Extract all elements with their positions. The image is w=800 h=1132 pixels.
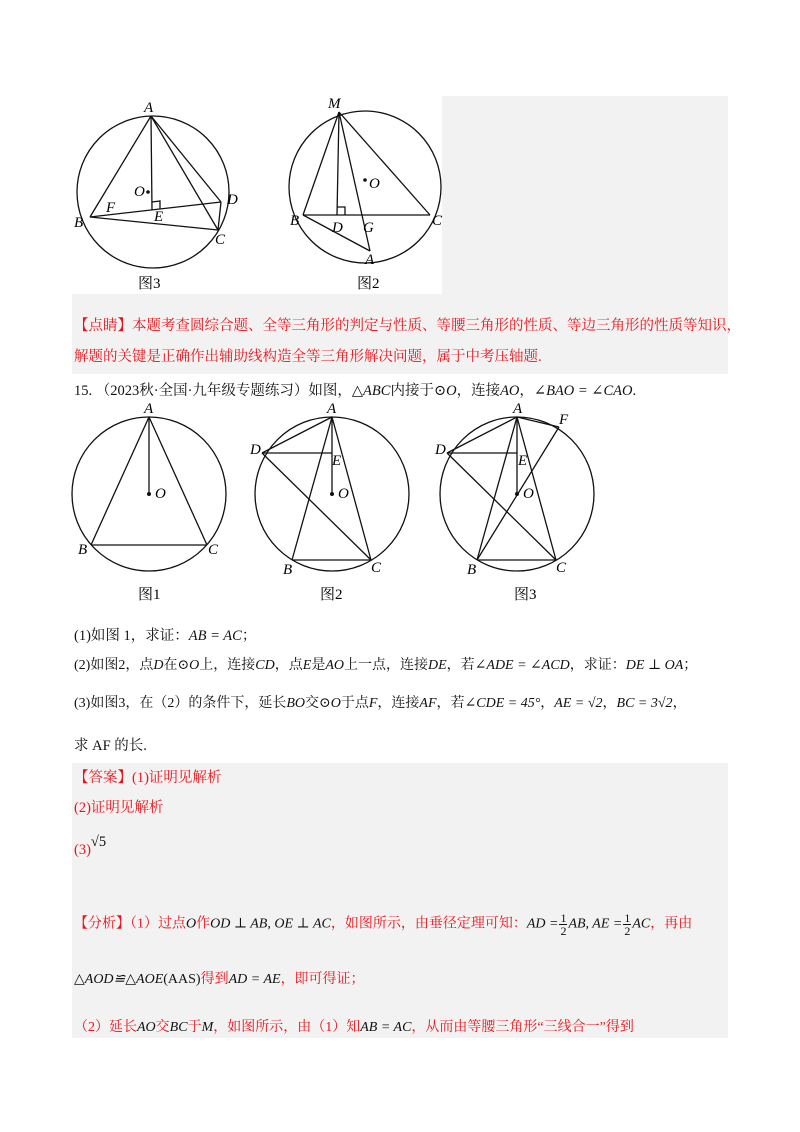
answer-line-2 (74, 798, 163, 818)
inscribed-text: 内接于 (390, 383, 434, 399)
label-G: G (363, 220, 374, 236)
top-figure-3 (77, 116, 229, 268)
answer-line-1 (74, 768, 221, 788)
q3-af: AF (419, 696, 437, 711)
answer-1: (1)证明见解析 (132, 770, 222, 786)
q2-t1: (2)如图2，点 (74, 658, 154, 673)
q3-line2: 求 AF 的长. (74, 738, 147, 754)
p-fig2-caption: 图2 (320, 587, 343, 603)
p-fig2-D: D (250, 442, 261, 458)
p-fig1-C: C (208, 542, 219, 558)
fraction-half-2: $\frac{1}{2}$ (624, 911, 631, 938)
question-2 (74, 656, 697, 676)
q3-angle: ∠CDE = 45° (464, 696, 541, 711)
q3-c2: ， (602, 696, 617, 711)
p-fig3-A: A (513, 401, 523, 417)
caption-fig2: 图2 (357, 276, 380, 292)
comment-text-1: 本题考查圆综合题、全等三角形的判定与性质、等腰三角形的性质、等边三角形的性质等知识， (132, 318, 741, 334)
end: . (632, 383, 637, 399)
p-fig2-C: C (371, 560, 382, 576)
q2-t3: 上，连接 (199, 658, 256, 673)
q2-cond: ∠ADE = ∠ACD (474, 658, 570, 673)
analysis-ad-ae: AD = AE (228, 972, 281, 987)
q2-t8: ，求证： (569, 658, 626, 673)
analysis-tag: 【分析】 (74, 916, 130, 932)
label-D: D (332, 220, 343, 236)
label-A: A (144, 100, 154, 116)
angle-equality: ∠BAO = ∠CAO (533, 383, 633, 399)
top-figure-2 (289, 111, 441, 263)
q3-bo: BO (286, 696, 305, 711)
q2-d: D (153, 658, 164, 673)
q3-bc: BC = 3√2 (616, 696, 673, 711)
q3-t2: 交 (305, 696, 319, 711)
q2-t5: 是 (311, 658, 326, 673)
caption-fig3: 图3 (138, 276, 161, 292)
q2-o: ⊙O (177, 658, 200, 673)
p-fig2-B: B (283, 562, 293, 578)
q2-ao: AO (325, 658, 344, 673)
answer-3-prefix: (3) (74, 842, 91, 858)
analysis-p1e: 得到 (200, 972, 229, 987)
q2-t6: 上一点，连接 (343, 658, 428, 673)
label-A: A (365, 252, 375, 268)
label-C: C (432, 213, 443, 229)
comment-line-1 (74, 316, 741, 336)
q3-t1: (3)如图3，在（2）的条件下，延长 (74, 696, 287, 711)
top-figures (60, 92, 450, 297)
label-D: D (227, 192, 238, 208)
label-C: C (215, 232, 226, 248)
connect-text: ，连接 (456, 383, 501, 399)
q2-t4: ，点 (274, 658, 303, 673)
p-fig3-O: O (523, 486, 534, 502)
analysis-perp: OD ⊥ AB, OE ⊥ AC (210, 916, 331, 932)
analysis-ad-lhs: AD = (526, 916, 559, 932)
question-3-line-2 (74, 736, 147, 756)
p-fig2-O: O (338, 486, 349, 502)
label-F: F (106, 200, 116, 216)
problem-number: 15. (74, 383, 93, 399)
q2-concl: DE ⊥ OA (625, 658, 684, 673)
answer-tag: 【答案】 (74, 770, 132, 786)
answer-line-3 (74, 832, 107, 858)
q2-cd: CD (255, 658, 275, 673)
q2-end: ； (683, 658, 698, 673)
answer-2: (2)证明见解析 (74, 800, 164, 816)
q3-ae: AE = √2 (554, 696, 603, 711)
q3-c1: ， (540, 696, 555, 711)
analysis-ab-mid: AB, AE = (568, 916, 623, 932)
q2-t7: ，若 (446, 658, 475, 673)
p-fig3-E: E (518, 453, 528, 469)
analysis-p2e: ，从而由等腰三角形“三线合一”得到 (411, 1020, 634, 1035)
p-fig2-A: A (327, 401, 337, 417)
analysis-p1d: ，再由 (650, 916, 693, 932)
p-fig3-B: B (467, 562, 477, 578)
analysis-cong: △AOD≌△AOE (74, 972, 164, 987)
p-fig3-D: D (435, 442, 446, 458)
q3-f: F (368, 696, 378, 711)
analysis-p1c: ，如图所示，由垂径定理可知： (330, 916, 527, 932)
label-M: M (328, 96, 341, 112)
analysis-p2c: 于 (187, 1020, 202, 1035)
analysis-p1f: ，即可得证； (280, 972, 365, 987)
analysis-ab-ac: AB = AC (360, 1020, 412, 1035)
problem-header (74, 381, 636, 401)
segment-ao: AO (500, 383, 520, 399)
label-O: O (369, 176, 380, 192)
p-fig3-caption: 图3 (514, 587, 537, 603)
q1-prefix: (1)如图 1，求证： (74, 628, 189, 644)
analysis-ao: AO (137, 1020, 156, 1035)
p-fig3-F: F (559, 412, 569, 428)
problem-source: （2023秋·全国·九年级专题练习）如图， (95, 383, 352, 399)
q1-expr: AB = AC (188, 628, 242, 644)
analysis-line-3 (74, 1018, 634, 1038)
sep: ， (519, 383, 534, 399)
p-fig3-C: C (556, 560, 567, 576)
analysis-p2a: （2）延长 (74, 1020, 137, 1035)
q3-t4: ，连接 (377, 696, 420, 711)
label-O: O (134, 184, 145, 200)
q2-t2: 在 (163, 658, 178, 673)
question-3 (74, 694, 687, 714)
answer-3-value: √5 (90, 834, 107, 850)
label-B: B (290, 213, 300, 229)
analysis-line-1 (74, 912, 692, 937)
analysis-line-2 (74, 970, 365, 990)
analysis-p2b: 交 (155, 1020, 170, 1035)
label-E: E (154, 209, 164, 225)
comment-tag: 【点睛】 (74, 318, 132, 334)
comment-line-2 (74, 347, 542, 367)
p-fig1-B: B (78, 542, 88, 558)
q3-c3: ， (672, 696, 687, 711)
label-B: B (74, 215, 84, 231)
comment-text-2: 解题的关键是正确作出辅助线构造全等三角形解决问题，属于中考压轴题. (74, 349, 542, 365)
q3-o: ⊙O (319, 696, 341, 711)
analysis-m: M (201, 1020, 214, 1035)
q2-e: E (302, 658, 312, 673)
analysis-aas: (AAS) (163, 972, 201, 987)
q2-de: DE (427, 658, 447, 673)
p-fig1-caption: 图1 (138, 587, 161, 603)
analysis-p1a: （1）过点 (130, 916, 186, 932)
q1-end: ； (241, 628, 257, 644)
p-fig1-A: A (144, 401, 154, 417)
p-fig2-E: E (332, 453, 342, 469)
analysis-bc: BC (169, 1020, 188, 1035)
analysis-p1b: 作 (196, 916, 211, 932)
q3-t5: ，若 (436, 696, 465, 711)
triangle-abc: △ABC (351, 383, 391, 399)
question-1 (74, 626, 256, 646)
circle-o: ⊙O (433, 383, 457, 399)
q3-t3: 于点 (340, 696, 369, 711)
analysis-o: O (186, 916, 197, 932)
analysis-p2d: ，如图所示，由（1）知 (213, 1020, 361, 1035)
fraction-half-1: $\frac{1}{2}$ (560, 911, 567, 938)
problem-figures (62, 400, 602, 605)
top-gray-panel (442, 96, 728, 294)
analysis-ac-end: AC (632, 916, 651, 932)
p-fig1-O: O (155, 486, 166, 502)
answer-panel (72, 763, 728, 1038)
